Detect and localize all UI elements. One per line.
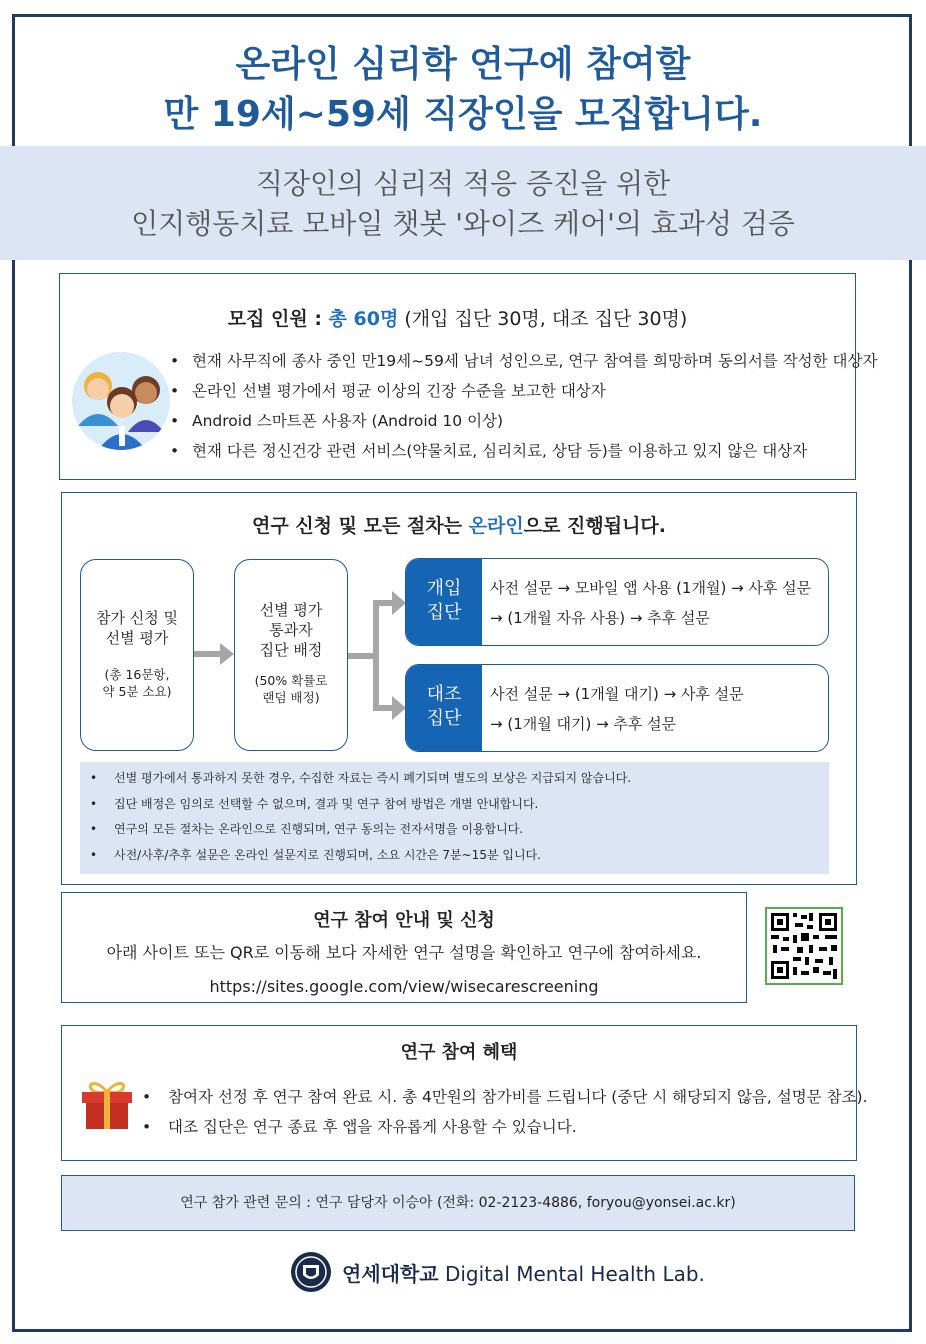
intervention-flow	[490, 573, 811, 633]
step1-line1: 참가 신청 및	[96, 609, 178, 627]
subtitle-line-1: 직장인의 심리적 적응 증진을 위한	[255, 167, 671, 200]
recruitment-label: 모집 인원 :	[227, 308, 329, 330]
subtitle-line-2: 인지행동치료 모바일 챗봇 '와이즈 케어'의 효과성 검증	[131, 207, 795, 240]
control-flow-line1: 사전 설문 → (1개월 대기) → 사후 설문	[490, 685, 744, 703]
benefit-item: • 대조 집단은 연구 종료 후 앱을 자유롭게 사용할 수 있습니다.	[142, 1112, 868, 1142]
title-line-2: 만 19세~59세 직장인을 모집합니다.	[163, 94, 763, 135]
procedure-heading	[62, 511, 856, 538]
benefits-section	[61, 1025, 868, 1161]
step2-line2: 통과자	[269, 621, 313, 639]
apply-title: 연구 참여 안내 및 신청	[313, 910, 495, 931]
step-assignment	[234, 559, 348, 751]
intervention-tag-line1: 개입	[426, 578, 462, 599]
control-group	[405, 664, 829, 752]
control-flow-line2: → (1개월 대기) → 추후 설문	[490, 715, 677, 733]
university-seal-icon	[290, 1251, 332, 1293]
intervention-tag-line2: 집단	[426, 602, 462, 623]
title-line-1: 온라인 심리학 연구에 참여할	[235, 44, 691, 85]
step1-line2: 선별 평가	[105, 629, 169, 647]
procedure-notes	[80, 762, 829, 874]
apply-url-link[interactable]: https://sites.google.com/view/wisecarescreening	[209, 977, 599, 996]
step1-sub2: 약 5분 소요)	[102, 684, 172, 699]
benefit-item: • 참여자 선정 후 연구 참여 완료 시. 총 4만원의 참가비를 드립니다 (중단 시 해당되지 않음, 설명문 참조).	[142, 1082, 868, 1112]
recruitment-heading	[60, 304, 855, 331]
intervention-tag	[406, 559, 482, 645]
control-tag-line1: 대조	[426, 684, 462, 705]
branch-arrow-icon	[348, 589, 406, 725]
apply-section	[61, 892, 747, 1003]
footer	[290, 1250, 705, 1294]
step2-sub1: (50% 확률로	[254, 673, 328, 688]
control-tag-line2: 집단	[426, 708, 462, 729]
note-item: • 선별 평가에서 통과하지 못한 경우, 수집한 자료는 즉시 폐기되며 별도의 보상은 지급되지 않습니다.	[80, 766, 829, 792]
criteria-item: • 현재 다른 정신건강 관련 서비스(약물치료, 심리치료, 상담 등)를 이용하고 있지 않은 대상자	[170, 436, 877, 466]
note-item: • 연구의 모든 절차는 온라인으로 진행되며, 연구 동의는 전자서명을 이용합니다.	[80, 817, 829, 843]
apply-text: 아래 사이트 또는 QR로 이동해 보다 자세한 연구 설명을 확인하고 연구에 참여하세요.	[106, 943, 702, 962]
arrow-right-icon	[194, 643, 234, 665]
note-item: • 사전/사후/추후 설문은 온라인 설문지로 진행되며, 소요 시간은 7분~15분 입니다.	[80, 843, 829, 869]
footer-university: 연세대학교	[342, 1261, 439, 1286]
note-item: • 집단 배정은 임의로 선택할 수 없으며, 결과 및 연구 참여 방법은 개별 안내합니다.	[80, 792, 829, 818]
step-application	[80, 559, 194, 751]
recruitment-detail: (개입 집단 30명, 대조 집단 30명)	[398, 308, 688, 330]
control-tag	[406, 665, 482, 751]
control-flow	[490, 679, 744, 739]
step2-line1: 선별 평가	[259, 601, 323, 619]
benefits-title: 연구 참여 혜택	[400, 1042, 518, 1063]
intervention-group	[405, 558, 829, 646]
criteria-item: • Android 스마트폰 사용자 (Android 10 이상)	[170, 406, 877, 436]
step2-sub2: 랜덤 배정)	[262, 690, 320, 705]
recruitment-section	[59, 273, 878, 480]
recruitment-total: 총 60명	[328, 308, 399, 330]
contact-info: 연구 참가 관련 문의 : 연구 담당자 이승아 (전화: 02-2123-4886, foryou@yonsei.ac.kr)	[61, 1175, 855, 1231]
qr-code-icon[interactable]	[765, 907, 843, 985]
gift-icon	[80, 1078, 134, 1130]
intervention-flow-line1: 사전 설문 → 모바일 앱 사용 (1개월) → 사후 설문	[490, 579, 812, 597]
step1-sub1: (총 16문항,	[104, 667, 170, 682]
criteria-item: • 온라인 선별 평가에서 평균 이상의 긴장 수준을 보고한 대상자	[170, 376, 877, 406]
recruitment-criteria-list	[170, 346, 877, 466]
procedure-heading-prefix: 연구 신청 및 모든 절차는	[252, 515, 469, 537]
criteria-item: • 현재 사무직에 종사 중인 만19세~59세 남녀 성인으로, 연구 참여를 희망하며 동의서를 작성한 대상자	[170, 346, 877, 376]
procedure-heading-suffix: 으로 진행됩니다.	[523, 515, 666, 537]
intervention-flow-line2: → (1개월 자유 사용) → 추후 설문	[490, 609, 710, 627]
page-title	[0, 40, 926, 140]
footer-lab-name	[342, 1258, 705, 1287]
subtitle-band	[0, 146, 926, 260]
step2-line3: 집단 배정	[259, 641, 323, 659]
procedure-heading-online: 온라인	[468, 515, 524, 537]
footer-lab: Digital Mental Health Lab.	[438, 1261, 705, 1286]
benefits-list	[142, 1082, 868, 1142]
procedure-section	[61, 492, 857, 885]
people-illustration-icon	[72, 352, 170, 450]
